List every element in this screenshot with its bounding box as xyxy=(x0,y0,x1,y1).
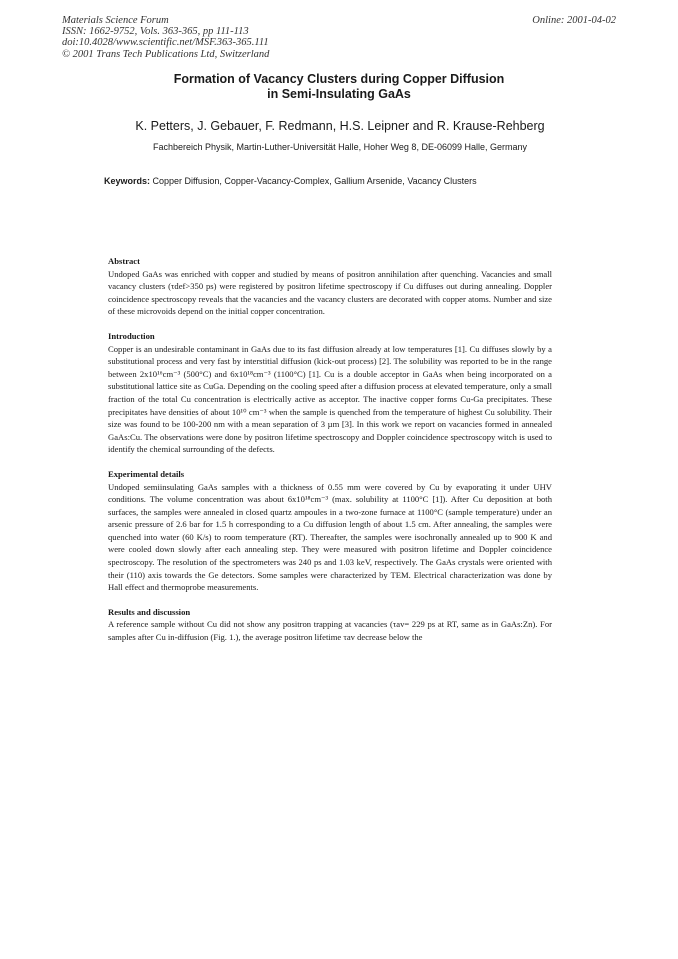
copyright-line: © 2001 Trans Tech Publications Ltd, Switzerland xyxy=(62,48,270,60)
affiliation: Fachbereich Physik, Martin-Luther-Universität Halle, Hoher Weg 8, DE-06099 Halle, Germany xyxy=(153,142,527,152)
online-date: Online: 2001-04-02 xyxy=(532,15,616,26)
introduction-text: Copper is an undesirable contaminant in GaAs due to its fast diffusion already at low temperatures [1]. Cu diffuses slowly by a substitutional process and very fast by interstitial diffusion (kick-out process) [2]. The solubility was reported to be in the range between 2x10¹⁶cm⁻³ (500°C) and 6x10¹⁸cm⁻³ (1100°C) [1]. Cu is a double acceptor in GaAs when being incorporated on a substitutional lattice site as CuGa. Depending on the cooling speed after a diffusion process at elevated temperature, only a small fraction of the total Cu concentration is electrically active as acceptor. The inactive copper forms Cu-Ga precipitates. These precipitates have densities of about 10¹⁰ cm⁻³ when the sample is quenched from the temperature of highest Cu solubility. Their size was found to be 100-200 nm with a mean separation of 3 µm [3]. In this work we report on vacancies formed in annealed GaAs:Cu. The observations were done by positron lifetime spectroscopy and Doppler coincidence spectroscopy witch is used to identify the chemical surrounding of the defects. xyxy=(108,343,552,455)
doi-line: doi:10.4028/www.scientific.net/MSF.363-365.111 xyxy=(62,37,269,49)
abstract-heading: Abstract xyxy=(108,256,140,266)
journal-name: Materials Science Forum xyxy=(62,15,169,26)
abstract-text: Undoped GaAs was enriched with copper and studied by means of positron annihilation after quenching. Vacancies and small vacancy clusters (τdef>350 ps) were registered by positron lifetime spectroscopy if Cu diffuses out during annealing. Doppler coincidence spectroscopy reveals that the vacancies and the vacancy clusters are decorated with copper atoms. Number and size of these microvoids depend on the initial copper concentration. xyxy=(108,268,552,317)
issn-line: ISSN: 1662-9752, Vols. 363-365, pp 111-113 xyxy=(62,26,249,38)
results-text: A reference sample without Cu did not show any positron trapping at vacancies (τav= 229 ps at RT, same as in GaAs:Zn). For samples after Cu in-diffusion (Fig. 1.), the average positron lifetime τav decrease below the xyxy=(108,619,552,643)
authors: K. Petters, J. Gebauer, F. Redmann, H.S. Leipner and R. Krause-Rehberg xyxy=(135,119,545,133)
experimental-heading: Experimental details xyxy=(108,468,185,479)
title-line-2: in Semi-Insulating GaAs xyxy=(267,87,411,101)
experimental-text: Undoped semiinsulating GaAs samples with a thickness of 0.55 mm were covered by Cu by evaporating it under UHV conditions. The volume concentration was about 6x10¹⁸cm⁻³ (max. solubility at 1100°C [1]). After Cu deposition at both surfaces, the samples were annealed in closed quartz ampoules in a two-zone furnace at 1100°C (sample temperature) under an arsenic pressure of 2.6 bar for 1.5 h corresponding to a Cu diffusion length of about 1.5 cm. After annealing, the samples were quenched into water (60 K/s) to room temperature (RT). Thereafter, the samples were isochronally annealed up to 900 K and were cooled down slowly after each annealing step. They were measured with positron lifetime and Doppler coincidence spectroscopy. The resolution of the spectrometers was 240 ps and 1.03 keV, respectively. The GaAs crystals were oriented with their (110) axis towards the Ge detectors. Some samples were characterized by TEM. Electrical characterization was done by Hall effect and thermoprobe measurements. xyxy=(108,481,552,593)
keywords xyxy=(104,176,584,186)
keywords-text: Copper Diffusion, Copper-Vacancy-Complex, Gallium Arsenide, Vacancy Clusters xyxy=(152,176,477,186)
introduction-heading: Introduction xyxy=(108,330,155,341)
keywords-label: Keywords: xyxy=(104,176,151,186)
results-heading: Results and discussion xyxy=(108,606,191,617)
title-line-1: Formation of Vacancy Clusters during Copper Diffusion xyxy=(173,72,505,86)
paper-title xyxy=(100,72,578,102)
paper-body xyxy=(108,255,552,644)
